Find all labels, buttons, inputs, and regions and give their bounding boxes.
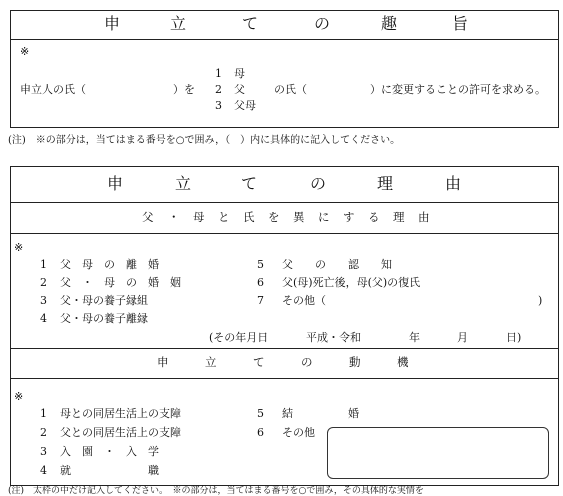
purpose-title-char-4: の bbox=[314, 14, 331, 33]
reason-left-3-num[interactable]: 3 bbox=[40, 294, 47, 307]
purpose-option-2-num[interactable]: 2 bbox=[215, 83, 222, 96]
reason-left-2-label: 父 ・ 母 の 婚 姻 bbox=[60, 276, 181, 289]
reason-sub1-char-9: す bbox=[343, 210, 355, 224]
reason-sub1-char-3: 母 bbox=[193, 210, 205, 224]
purpose-box bbox=[10, 10, 559, 128]
purpose-mark: ※ bbox=[20, 45, 30, 58]
motive-mark: ※ bbox=[14, 390, 24, 403]
reason-left-1-label: 父 母 の 離 婚 bbox=[60, 258, 159, 271]
purpose-statement-tail: ）に変更することの許可を求める。 bbox=[370, 83, 546, 96]
reason-mark: ※ bbox=[14, 241, 24, 254]
reason-other-close: ) bbox=[538, 294, 543, 307]
reason-sub2-char-6: 機 bbox=[397, 355, 409, 369]
purpose-statement-lead: 申立人の氏（ bbox=[20, 83, 86, 96]
purpose-title-char-5: 趣 bbox=[381, 14, 398, 33]
motive-left-1-label: 母との同居生活上の支障 bbox=[60, 407, 181, 420]
reason-date-divider bbox=[10, 348, 559, 349]
motive-left-4-num[interactable]: 4 bbox=[40, 464, 47, 477]
purpose-title-char-3: て bbox=[242, 14, 259, 33]
reason-left-1-num[interactable]: 1 bbox=[40, 258, 47, 271]
reason-title-divider bbox=[10, 202, 559, 203]
reason-left-4-num[interactable]: 4 bbox=[40, 312, 47, 325]
reason-title-char-3: て bbox=[241, 174, 258, 193]
motive-right-6-num[interactable]: 6 bbox=[257, 426, 264, 439]
motive-left-3-num[interactable]: 3 bbox=[40, 445, 47, 458]
reason-sub2-char-2: 立 bbox=[205, 355, 217, 369]
motive-right-6-label: その他 bbox=[282, 426, 315, 439]
reason-sub2-char-5: 動 bbox=[349, 355, 361, 369]
reason-right-5-label: 父 の 認 知 bbox=[282, 258, 392, 271]
reason-year-label: 年 bbox=[409, 331, 420, 344]
reason-right-5-num[interactable]: 5 bbox=[257, 258, 264, 271]
reason-sub2-divider bbox=[10, 378, 559, 379]
reason-sub1-char-4: と bbox=[218, 210, 230, 224]
purpose-title-char-2: 立 bbox=[170, 14, 187, 33]
motive-left-3-label: 入 園 ・ 入 学 bbox=[60, 445, 159, 458]
reason-left-4-label: 父・母の養子離縁 bbox=[60, 312, 148, 325]
reason-sub1-char-1: 父 bbox=[142, 210, 154, 224]
motive-left-1-num[interactable]: 1 bbox=[40, 407, 47, 420]
reason-sub1-char-6: を bbox=[268, 210, 280, 224]
reason-sub1-char-12: 由 bbox=[418, 210, 430, 224]
reason-right-7-num[interactable]: 7 bbox=[257, 294, 264, 307]
reason-title-char-1: 申 bbox=[107, 174, 124, 193]
purpose-title-char-6: 旨 bbox=[452, 14, 469, 33]
reason-day-label: 日) bbox=[506, 331, 522, 344]
purpose-title-char-1: 申 bbox=[104, 14, 121, 33]
reason-sub2-char-1: 申 bbox=[157, 355, 169, 369]
motive-left-2-num[interactable]: 2 bbox=[40, 426, 47, 439]
motive-left-4-label: 就 職 bbox=[60, 464, 159, 477]
reason-era-label: 平成・令和 bbox=[306, 331, 361, 344]
reason-sub1-char-11: 理 bbox=[393, 210, 405, 224]
purpose-note: (注) ※の部分は，当てはまる番号を○で囲み，（ ）内に具体的に記入してください。 bbox=[8, 135, 401, 146]
reason-date-label: (その年月日 bbox=[209, 331, 269, 344]
purpose-option-2-label: 父 bbox=[234, 83, 245, 96]
reason-title-char-2: 立 bbox=[175, 174, 192, 193]
purpose-option-1-num[interactable]: 1 bbox=[215, 67, 222, 80]
reason-month-label: 月 bbox=[457, 331, 468, 344]
reason-title-char-5: 理 bbox=[377, 174, 394, 193]
reason-sub1-char-5: 氏 bbox=[243, 210, 255, 224]
purpose-title-divider bbox=[10, 39, 559, 40]
motive-right-5-label: 結 婚 bbox=[282, 407, 359, 420]
reason-title-char-6: 由 bbox=[445, 174, 462, 193]
reason-sub1-char-7: 異 bbox=[293, 210, 305, 224]
reason-bottom-note: (注) 太枠の中だけ記入してください。 ※の部分は，当てはまる番号を○で囲み，その具体的な実情を bbox=[8, 486, 424, 496]
reason-sub1-char-8: に bbox=[318, 210, 330, 224]
motive-right-5-num[interactable]: 5 bbox=[257, 407, 264, 420]
reason-title-char-4: の bbox=[310, 174, 327, 193]
reason-sub1-char-10: る bbox=[368, 210, 380, 224]
reason-left-3-label: 父・母の養子縁組 bbox=[60, 294, 148, 307]
purpose-option-3-label: 父母 bbox=[234, 99, 256, 112]
reason-right-6-label: 父(母)死亡後，母(父)の復氏 bbox=[282, 276, 421, 289]
purpose-option-3-num[interactable]: 3 bbox=[215, 99, 222, 112]
reason-right-6-num[interactable]: 6 bbox=[257, 276, 264, 289]
reason-sub2-char-3: て bbox=[253, 355, 265, 369]
reason-right-7-label: その他（ bbox=[282, 294, 326, 307]
reason-sub1-divider bbox=[10, 233, 559, 234]
purpose-option-1-label: 母 bbox=[234, 67, 245, 80]
motive-left-2-label: 父との同居生活上の支障 bbox=[60, 426, 181, 439]
motive-other-input-bracket[interactable] bbox=[327, 427, 549, 479]
purpose-statement-close: ）を bbox=[173, 83, 195, 96]
reason-left-2-num[interactable]: 2 bbox=[40, 276, 47, 289]
reason-sub2-char-4: の bbox=[301, 355, 313, 369]
purpose-statement-mid: の氏（ bbox=[274, 83, 307, 96]
reason-sub1-char-2: ・ bbox=[168, 210, 180, 224]
